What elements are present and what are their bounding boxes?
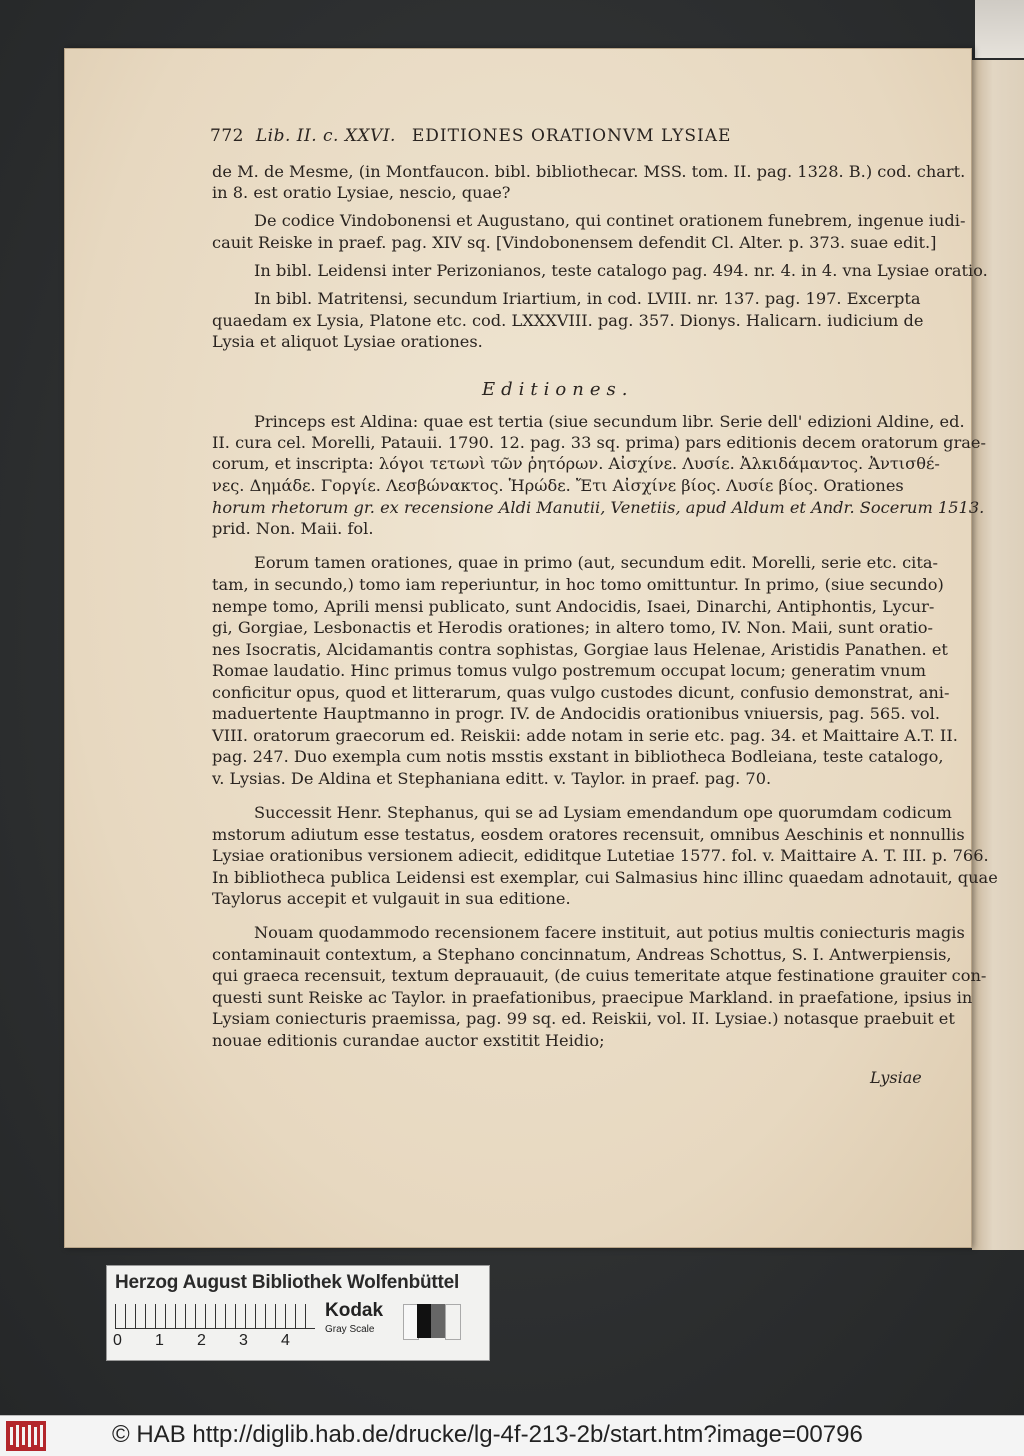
running-head bbox=[210, 126, 731, 146]
white-swatch bbox=[445, 1304, 461, 1340]
text-line: questi sunt Reiske ac Taylor. in praefationibus, praecipue Markland. in praefatione, ipsius in bbox=[212, 988, 973, 1007]
copyright-url: © HAB http://diglib.hab.de/drucke/lg-4f-213-2b/start.htm?image=00796 bbox=[112, 1421, 863, 1448]
text-line: quaedam ex Lysia, Platone etc. cod. LXXXVIII. pag. 357. Dionys. Halicarn. iudicium de bbox=[212, 311, 924, 330]
text-line: gi, Gorgiae, Lesbonactis et Herodis orationes; in altero tomo, IV. Non. Maii, sunt oratio- bbox=[212, 618, 934, 637]
text-line: horum rhetorum gr. ex recensione Aldi Manutii, Venetiis, apud Aldum et Andr. Socerum 1513. bbox=[212, 498, 985, 517]
text-line: conficitur opus, quod et litterarum, quas vulgo custodes dicunt, confusio demonstrat, ani- bbox=[212, 683, 950, 702]
text-line: maduertente Hauptmanno in progr. IV. de Andocidis orationibus vniuersis, pag. 565. vol. bbox=[212, 704, 940, 723]
adjacent-page-edge bbox=[972, 60, 1024, 1250]
ruler-number: 4 bbox=[281, 1332, 290, 1349]
gray-swatch bbox=[431, 1304, 445, 1338]
hab-logo-icon bbox=[6, 1421, 46, 1451]
ruler-number: 3 bbox=[239, 1332, 248, 1349]
text-line: nouae editionis curandae auctor exstitit Heidio; bbox=[212, 1031, 605, 1050]
page-number: 772 bbox=[210, 126, 244, 146]
color-scale-bar bbox=[106, 1265, 490, 1361]
library-name: Herzog August Bibliothek Wolfenbüttel bbox=[115, 1272, 460, 1293]
running-head-section: Lib. II. c. XXVI. bbox=[255, 126, 396, 146]
ruler-number: 0 bbox=[113, 1332, 122, 1349]
text-line: II. cura cel. Morelli, Patauii. 1790. 12. pag. 33 sq. prima) pars editionis decem oratorum grae- bbox=[212, 433, 986, 452]
kodak-label: Kodak bbox=[325, 1300, 384, 1321]
running-head-title: EDITIONES ORATIONVM LYSIAE bbox=[411, 126, 732, 146]
text-line: VIII. oratorum graecorum ed. Reiskii: adde notam in serie etc. pag. 34. et Maittaire A.T. II. bbox=[212, 726, 958, 745]
text-line: nes Isocratis, Alcidamantis contra sophistas, Gorgiae laus Helenae, Aristidis Panathen. et bbox=[212, 640, 948, 659]
catchword: Lysiae bbox=[870, 1068, 922, 1087]
ruler-number: 1 bbox=[155, 1332, 164, 1349]
text-line: mstorum adiutum esse testatus, eosdem oratores recensuit, omnibus Aeschinis et nonnullis bbox=[212, 825, 965, 844]
text-line: corum, et inscripta: λόγοι τετωνὶ τῶν ῥητόρων. Αἰσχίνε. Λυσίε. Ἀλκιδάμαντος. Ἀντισθέ- bbox=[212, 454, 940, 473]
text-line: Taylorus accepit et vulgauit in sua editione. bbox=[212, 889, 571, 908]
ruler-number: 2 bbox=[197, 1332, 206, 1349]
text-line: tam, in secundo,) tomo iam reperiuntur, in hoc tomo omittuntur. In primo, (siue secundo) bbox=[212, 575, 944, 594]
text-line: De codice Vindobonensi et Augustano, qui continet orationem funebrem, ingenue iudi- bbox=[254, 211, 966, 230]
text-line: νες. Δημάδε. Γοργίε. Λεσβώνακτος. Ἡρώδε. Ἔτι Αἰσχίνε βίος. Λυσίε βίος. Orationes bbox=[212, 476, 904, 495]
text-line: Eorum tamen orationes, quae in primo (aut, secundum edit. Morelli, serie etc. cita- bbox=[254, 553, 938, 572]
text-line: de M. de Mesme, (in Montfaucon. bibl. bibliothecar. MSS. tom. II. pag. 1328. B.) cod. chart. bbox=[212, 162, 966, 181]
text-line: in 8. est oratio Lysiae, nescio, quae? bbox=[212, 183, 511, 202]
text-line: In bibl. Matritensi, secundum Iriartium, in cod. LVIII. nr. 137. pag. 197. Excerpta bbox=[254, 289, 921, 308]
text-line: pag. 247. Duo exempla cum notis msstis exstant in bibliotheca Bodleiana, teste catalogo, bbox=[212, 747, 944, 766]
text-line: In bibliotheca publica Leidensi est exemplar, cui Salmasius hinc illinc quaedam adnotauit, quae bbox=[212, 868, 998, 887]
text-line: Nouam quodammodo recensionem facere instituit, aut potius multis coniecturis magis bbox=[254, 923, 965, 942]
text-line: Romae laudatio. Hinc primus tomus vulgo postremum occupat locum; generatim vnum bbox=[212, 661, 926, 680]
text-line: Lysiae orationibus versionem adiecit, ediditque Lutetiae 1577. fol. v. Maittaire A. T. III. p. 766. bbox=[212, 846, 989, 865]
text-line: In bibl. Leidensi inter Perizonianos, teste catalogo pag. 494. nr. 4. in 4. vna Lysiae oratio. bbox=[254, 261, 988, 280]
text-line: Successit Henr. Stephanus, qui se ad Lysiam emendandum ope quorumdam codicum bbox=[254, 803, 952, 822]
section-heading: Editiones. bbox=[482, 379, 634, 400]
text-line: qui graeca recensuit, textum deprauauit, (de cuius temeritate atque festinatione grauiter con- bbox=[212, 966, 987, 985]
footer-bar bbox=[0, 1415, 1024, 1456]
text-line: cauit Reiske in praef. pag. XIV sq. [Vindobonensem defendit Cl. Alter. p. 373. suae edit.] bbox=[212, 233, 937, 252]
text-line: v. Lysias. De Aldina et Stephaniana editt. v. Taylor. in praef. pag. 70. bbox=[212, 769, 772, 788]
ruler-numbers bbox=[113, 1332, 323, 1350]
gray-scale-label: Gray Scale bbox=[325, 1324, 375, 1335]
book-page bbox=[64, 48, 998, 1248]
adjacent-page-top bbox=[975, 0, 1024, 58]
text-line: Lysia et aliquot Lysiae orationes. bbox=[212, 332, 483, 351]
text-line: contaminauit contextum, a Stephano concinnatum, Andreas Schottus, S. I. Antwerpiensis, bbox=[212, 945, 952, 964]
text-line: prid. Non. Maii. fol. bbox=[212, 519, 374, 538]
ruler-icon bbox=[115, 1304, 315, 1329]
text-line: Lysiam coniecturis praemissa, pag. 99 sq. ed. Reiskii, vol. II. Lysiae.) notasque praebuit et bbox=[212, 1009, 955, 1028]
black-swatch bbox=[417, 1304, 431, 1338]
text-line: nempe tomo, Aprili mensi publicato, sunt Andocidis, Isaei, Dinarchi, Antiphontis, Lycur- bbox=[212, 597, 935, 616]
text-line: Princeps est Aldina: quae est tertia (siue secundum libr. Serie dell' edizioni Aldine, ed. bbox=[254, 412, 965, 431]
